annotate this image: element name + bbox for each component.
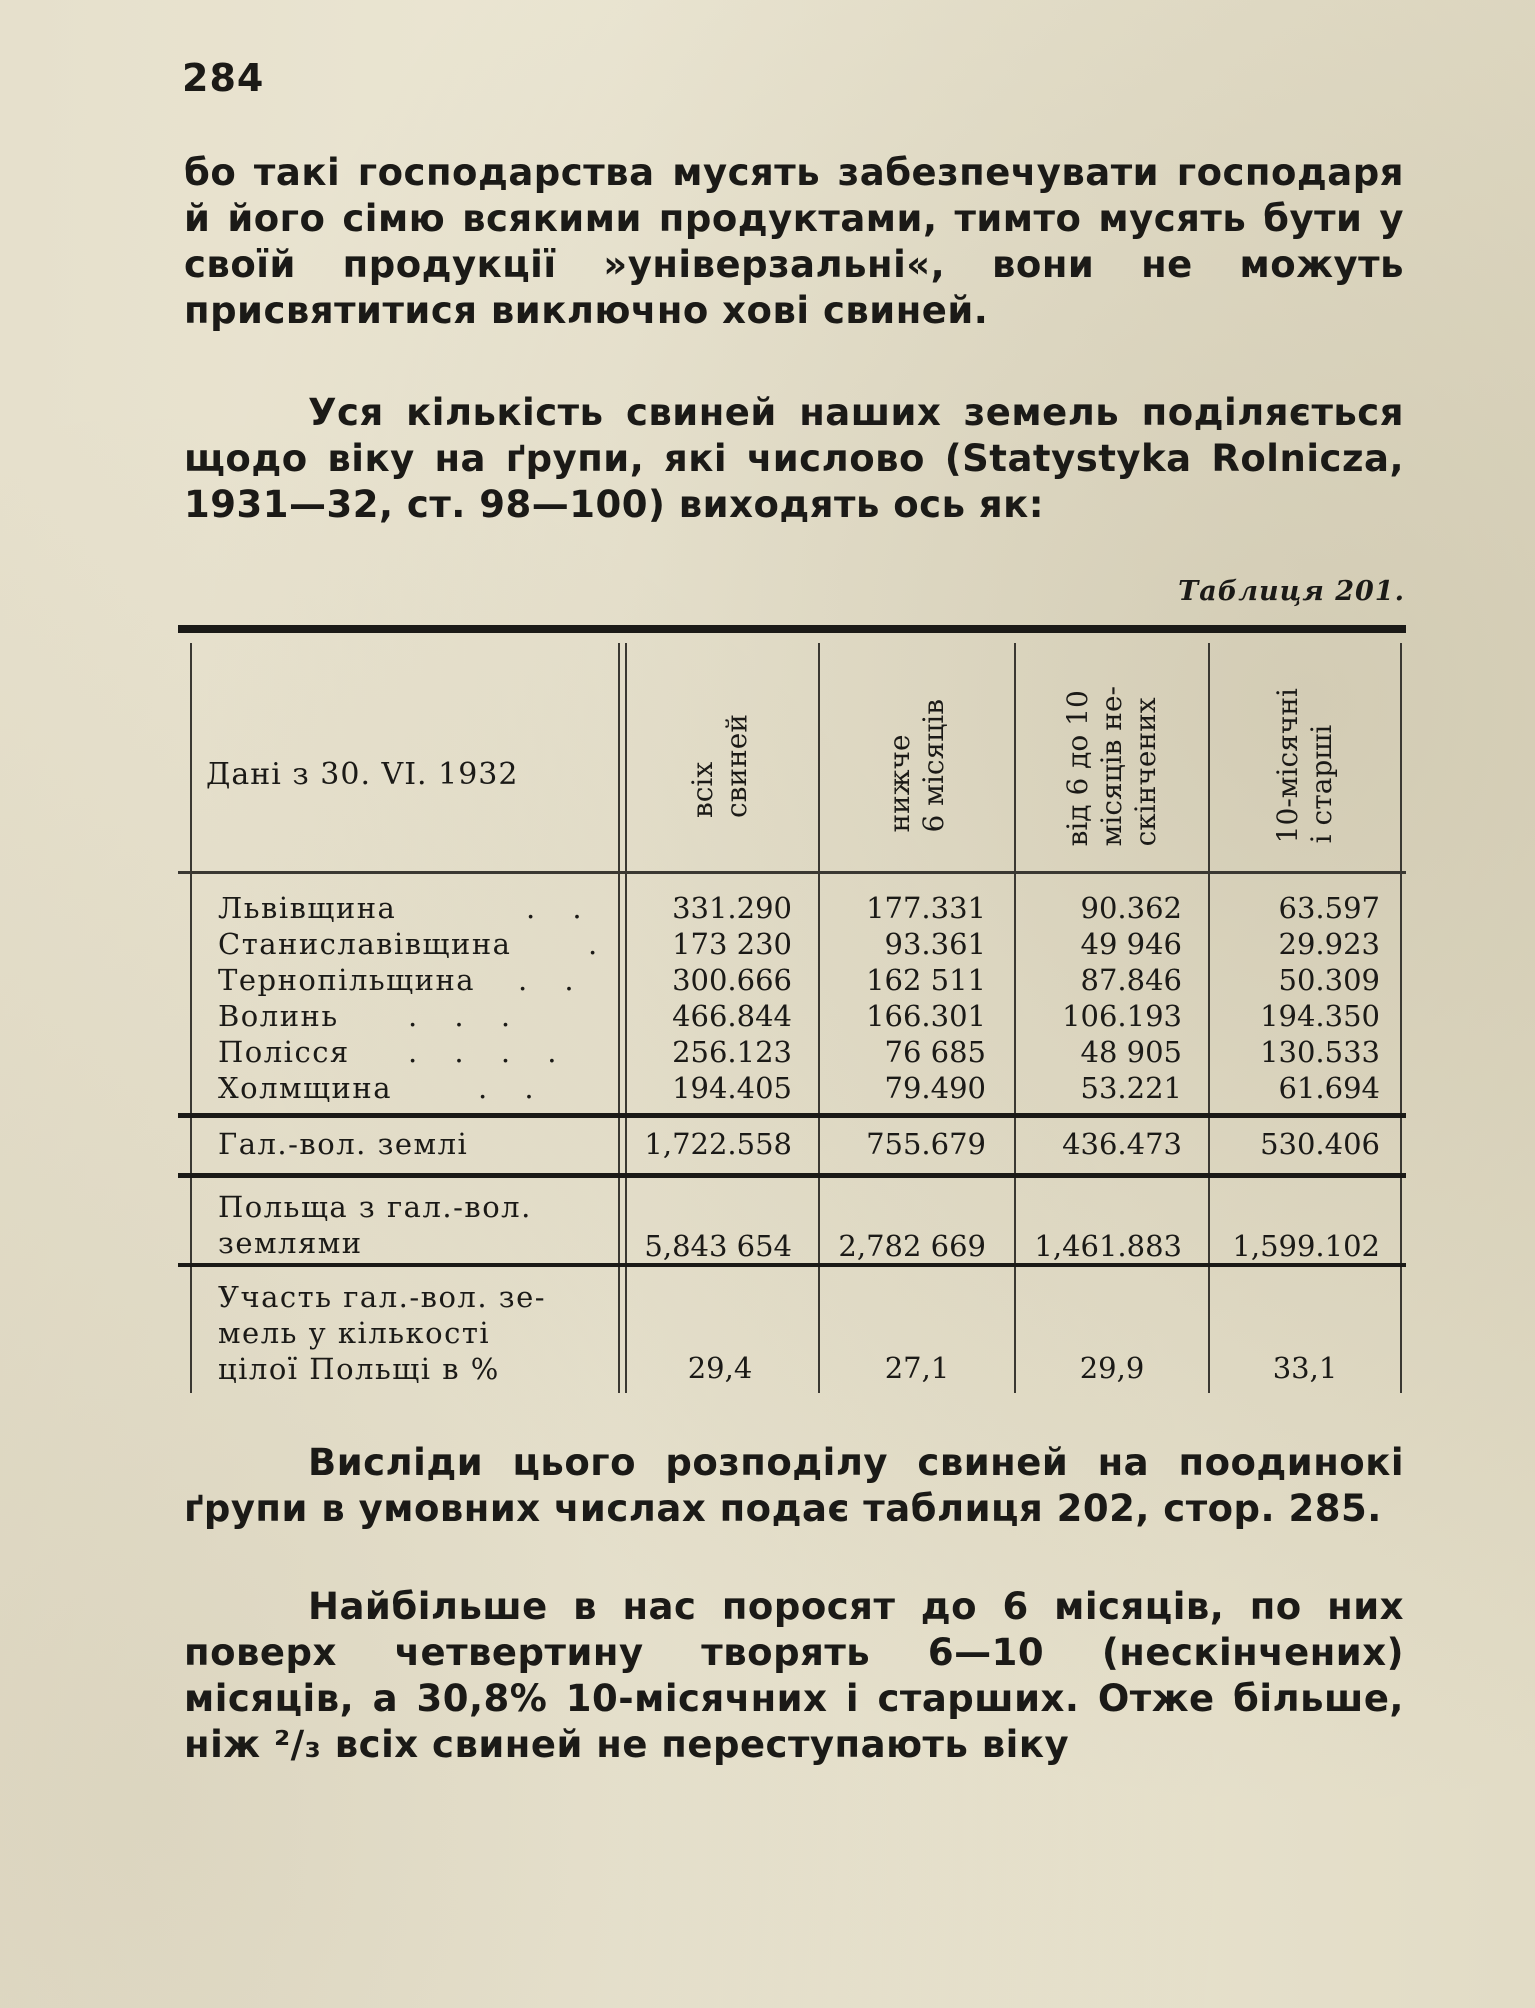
header-under-6-months: нижче 6 місяців xyxy=(883,699,950,833)
table-row-total: Гал.-вол. землі 1,722.558 755.679 436.473 530.406 xyxy=(218,1127,1380,1161)
table-header xyxy=(178,647,1406,889)
header-all-pigs: всіх свиней xyxy=(686,713,753,818)
page-number: 284 xyxy=(182,56,265,100)
table-row-share: Участь гал.-вол. зе- мель у кількості цілої Польщі в % 29,4 27,1 29,9 33,1 xyxy=(218,1280,1338,1386)
table-row: Холмщина . . 194.405 79.490 53.221 61.694 xyxy=(218,1071,1380,1105)
paragraph-1: бо такі господарства мусять забезпечувати господаря й його сімю всякими продуктами, тимто мусять бути у своїй продукції »універзальні«, вони не можуть присвятитися виключно хові свиней. xyxy=(184,151,1404,332)
paragraph-4: Найбільше в нас поросят до 6 місяців, по них поверх четвертину творять 6—10 (нескінчених) місяців, а 30,8% 10-місячних і старших. Отже більше, ніж ²/₃ всіх свиней не переступають віку xyxy=(184,1585,1404,1766)
poland-divider xyxy=(178,1263,1406,1267)
table-row: Волинь . . . 466.844 166.301 106.193 194.350 xyxy=(218,999,1380,1033)
table-row: Тернопільщина . . 300.666 162 511 87.846 50.309 xyxy=(218,963,1380,997)
header-divider xyxy=(178,871,1406,874)
header-10-months-older: 10-місячні і старші xyxy=(1271,688,1338,844)
data-table xyxy=(178,625,1406,1393)
table-row: Львівщина . . 331.290 177.331 90.362 63.597 xyxy=(218,891,1380,925)
paragraph-3: Висліди цього розподілу свиней на поодинокі ґрупи в умовних числах подає таблиця 202, стор. 285. xyxy=(184,1441,1404,1530)
table-caption: Таблиця 201. xyxy=(1178,576,1405,607)
total-divider-bottom xyxy=(178,1173,1406,1178)
paragraph-2: Уся кількість свиней наших земель поділяється щодо віку на ґрупи, які числово (Statystyka Rolnicza, 1931—32, ст. 98—100) виходять ось як: xyxy=(184,391,1404,526)
total-divider-top xyxy=(178,1113,1406,1118)
table-row: Станиславівщина . 173 230 93.361 49 946 29.923 xyxy=(218,927,1380,961)
table-row: Полісся . . . . 256.123 76 685 48 905 130.533 xyxy=(218,1035,1380,1069)
header-6-to-10-months: від 6 до 10 місяців не- скінчених xyxy=(1061,685,1162,847)
table-row-poland: Польща з гал.-вол. землями 5,843 654 2,782 669 1,461.883 1,599.102 xyxy=(218,1190,1380,1263)
header-date: Дані з 30. VI. 1932 xyxy=(206,757,519,792)
